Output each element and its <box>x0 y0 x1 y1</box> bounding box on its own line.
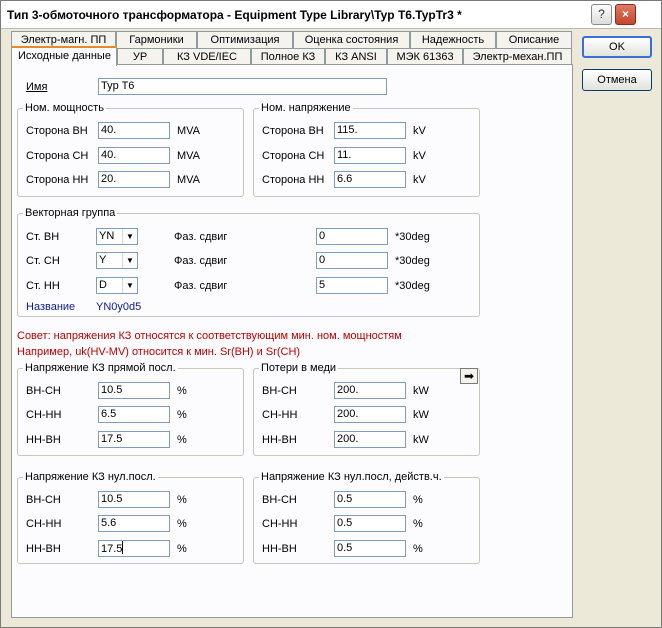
cu-loss-mv-lv-unit: kW <box>413 409 429 421</box>
close-button[interactable]: × <box>615 4 636 25</box>
tab-load-flow[interactable]: УР <box>117 48 163 66</box>
nom-power-mv-label: Сторона СН <box>26 150 89 162</box>
vg-hv-value: YN <box>99 230 115 242</box>
sc-zero-hv-mv-input[interactable]: 10.5 <box>98 491 170 508</box>
nom-voltage-lv-unit: kV <box>413 174 426 186</box>
vg-hv-shift-input[interactable]: 0 <box>316 228 388 245</box>
tab-basic-data[interactable]: Исходные данные <box>11 46 117 66</box>
arrow-right-icon[interactable]: ➡ <box>460 368 478 384</box>
sc-pos-hv-mv-label: ВН-СН <box>26 385 61 397</box>
tab-harmonics[interactable]: Гармоники <box>116 31 197 49</box>
chevron-down-icon[interactable]: ▼ <box>122 278 137 293</box>
vg-hv-shift-label: Фаз. сдвиг <box>174 231 228 243</box>
nom-voltage-lv-input[interactable]: 6.6 <box>334 171 406 188</box>
nom-voltage-mv-unit: kV <box>413 150 426 162</box>
vg-lv-value: D <box>99 279 107 291</box>
help-button[interactable]: ? <box>591 4 612 25</box>
sc-zero-lv-hv-label: НН-ВН <box>26 543 61 555</box>
title-bar <box>1 1 661 29</box>
sc-pos-lv-hv-label: НН-ВН <box>26 434 61 446</box>
sc-zero-real-mv-lv-unit: % <box>413 518 423 530</box>
nom-voltage-lv-label: Сторона НН <box>262 174 325 186</box>
tab-sc-ansi[interactable]: КЗ ANSI <box>325 48 387 66</box>
tab-page-basic-data <box>11 64 573 618</box>
sc-zero-lv-hv-input[interactable] <box>98 540 170 557</box>
sc-zero-real-mv-lv-input[interactable]: 0.5 <box>334 515 406 532</box>
hint-line-1: Совет: напряжения КЗ относятся к соответствующим мин. ном. мощностям <box>17 330 402 342</box>
tab-iec-61363[interactable]: МЭК 61363 <box>387 48 463 66</box>
cu-loss-hv-mv-unit: kW <box>413 385 429 397</box>
sc-pos-hv-mv-input[interactable]: 10.5 <box>98 382 170 399</box>
sc-pos-mv-lv-unit: % <box>177 409 187 421</box>
nom-power-mv-input[interactable]: 40. <box>98 147 170 164</box>
vector-group-title: Векторная группа <box>25 207 116 219</box>
cu-loss-lv-hv-input[interactable]: 200. <box>334 431 406 448</box>
vg-lv-shift-label: Фаз. сдвиг <box>174 280 228 292</box>
tab-optimization[interactable]: Оптимизация <box>197 31 293 49</box>
sc-zero-real-lv-hv-unit: % <box>413 543 423 555</box>
sc-zero-lv-hv-unit: % <box>177 543 187 555</box>
nom-power-lv-input[interactable]: 20. <box>98 171 170 188</box>
sc-zero-real-title: Напряжение КЗ нул.посл, действ.ч. <box>261 471 442 483</box>
nom-power-mv-unit: MVA <box>177 150 201 162</box>
tab-sc-vde-iec[interactable]: КЗ VDE/IEC <box>163 48 251 66</box>
sc-zero-hv-mv-unit: % <box>177 494 187 506</box>
vg-hv-select[interactable] <box>96 228 138 245</box>
sc-pos-mv-lv-input[interactable]: 6.5 <box>98 406 170 423</box>
hint-line-2: Например, uk(HV-MV) относится к мин. Sr(ВН) и Sr(СН) <box>17 346 301 358</box>
nom-power-hv-unit: MVA <box>177 125 201 137</box>
sc-zero-real-hv-mv-unit: % <box>413 494 423 506</box>
sc-pos-hv-mv-unit: % <box>177 385 187 397</box>
cancel-button[interactable]: Отмена <box>582 69 652 91</box>
chevron-down-icon[interactable]: ▼ <box>122 253 137 268</box>
cu-loss-lv-hv-label: НН-ВН <box>262 434 297 446</box>
vg-mv-select[interactable] <box>96 252 138 269</box>
vg-lv-select[interactable] <box>96 277 138 294</box>
vg-hv-shift-unit: *30deg <box>395 231 430 243</box>
vg-mv-shift-unit: *30deg <box>395 255 430 267</box>
name-input[interactable]: Typ T6 <box>98 78 387 95</box>
sc-pos-mv-lv-label: СН-НН <box>26 409 62 421</box>
sc-zero-mv-lv-input[interactable]: 5.6 <box>98 515 170 532</box>
nom-power-lv-unit: MVA <box>177 174 201 186</box>
sc-zero-real-lv-hv-label: НН-ВН <box>262 543 297 555</box>
tab-em-transient[interactable]: Электр-магн. ПП <box>11 31 116 49</box>
nom-voltage-mv-label: Сторона СН <box>262 150 325 162</box>
name-label: Имя <box>26 81 48 93</box>
tab-complete-sc[interactable]: Полное КЗ <box>251 48 325 66</box>
vg-name-label: Название <box>26 301 76 313</box>
nom-power-title: Ном. мощность <box>25 102 104 114</box>
cu-loss-mv-lv-label: СН-НН <box>262 409 298 421</box>
vg-mv-label: Ст. СН <box>26 255 60 267</box>
vg-lv-label: Ст. НН <box>26 280 60 292</box>
sc-zero-mv-lv-label: СН-НН <box>26 518 62 530</box>
nom-power-lv-label: Сторона НН <box>26 174 89 186</box>
sc-zero-real-mv-lv-label: СН-НН <box>262 518 298 530</box>
nom-voltage-hv-label: Сторона ВН <box>262 125 324 137</box>
sc-zero-real-hv-mv-label: ВН-СН <box>262 494 297 506</box>
tab-em-dynamics[interactable]: Электр-механ.ПП <box>463 48 572 66</box>
sc-pos-lv-hv-input[interactable]: 17.5 <box>98 431 170 448</box>
vg-hv-label: Ст. ВН <box>26 231 60 243</box>
vg-mv-shift-input[interactable]: 0 <box>316 252 388 269</box>
ok-button[interactable]: OK <box>582 36 652 58</box>
cu-loss-title: Потери в меди <box>261 362 337 374</box>
vg-name-value: YN0y0d5 <box>96 301 142 313</box>
chevron-down-icon[interactable]: ▼ <box>122 229 137 244</box>
cu-loss-hv-mv-input[interactable]: 200. <box>334 382 406 399</box>
tab-state-estimation[interactable]: Оценка состояния <box>293 31 410 49</box>
sc-pos-title: Напряжение КЗ прямой посл. <box>25 362 176 374</box>
sc-pos-lv-hv-unit: % <box>177 434 187 446</box>
vg-lv-shift-input[interactable]: 5 <box>316 277 388 294</box>
sc-zero-lv-hv-value: 17.5 <box>101 543 123 555</box>
text-caret <box>122 541 123 554</box>
nom-power-hv-input[interactable]: 40. <box>98 122 170 139</box>
sc-zero-title: Напряжение КЗ нул.посл. <box>25 471 156 483</box>
vg-lv-shift-unit: *30deg <box>395 280 430 292</box>
sc-zero-real-hv-mv-input[interactable]: 0.5 <box>334 491 406 508</box>
nom-voltage-mv-input[interactable]: 11. <box>334 147 406 164</box>
sc-zero-hv-mv-label: ВН-СН <box>26 494 61 506</box>
cu-loss-mv-lv-input[interactable]: 200. <box>334 406 406 423</box>
tab-description[interactable]: Описание <box>496 31 572 49</box>
cu-loss-lv-hv-unit: kW <box>413 434 429 446</box>
window-title: Тип 3-обмоточного трансформатора - Equipment Type Library\Typ T6.TypTr3 * <box>7 8 462 22</box>
nom-voltage-title: Ном. напряжение <box>261 102 351 114</box>
nom-voltage-hv-input[interactable]: 115. <box>334 122 406 139</box>
sc-zero-mv-lv-unit: % <box>177 518 187 530</box>
nom-power-hv-label: Сторона ВН <box>26 125 88 137</box>
vg-mv-shift-label: Фаз. сдвиг <box>174 255 228 267</box>
cu-loss-hv-mv-label: ВН-СН <box>262 385 297 397</box>
tab-reliability[interactable]: Надежность <box>410 31 496 49</box>
nom-voltage-hv-unit: kV <box>413 125 426 137</box>
vg-mv-value: Y <box>99 254 107 266</box>
sc-zero-real-lv-hv-input[interactable]: 0.5 <box>334 540 406 557</box>
